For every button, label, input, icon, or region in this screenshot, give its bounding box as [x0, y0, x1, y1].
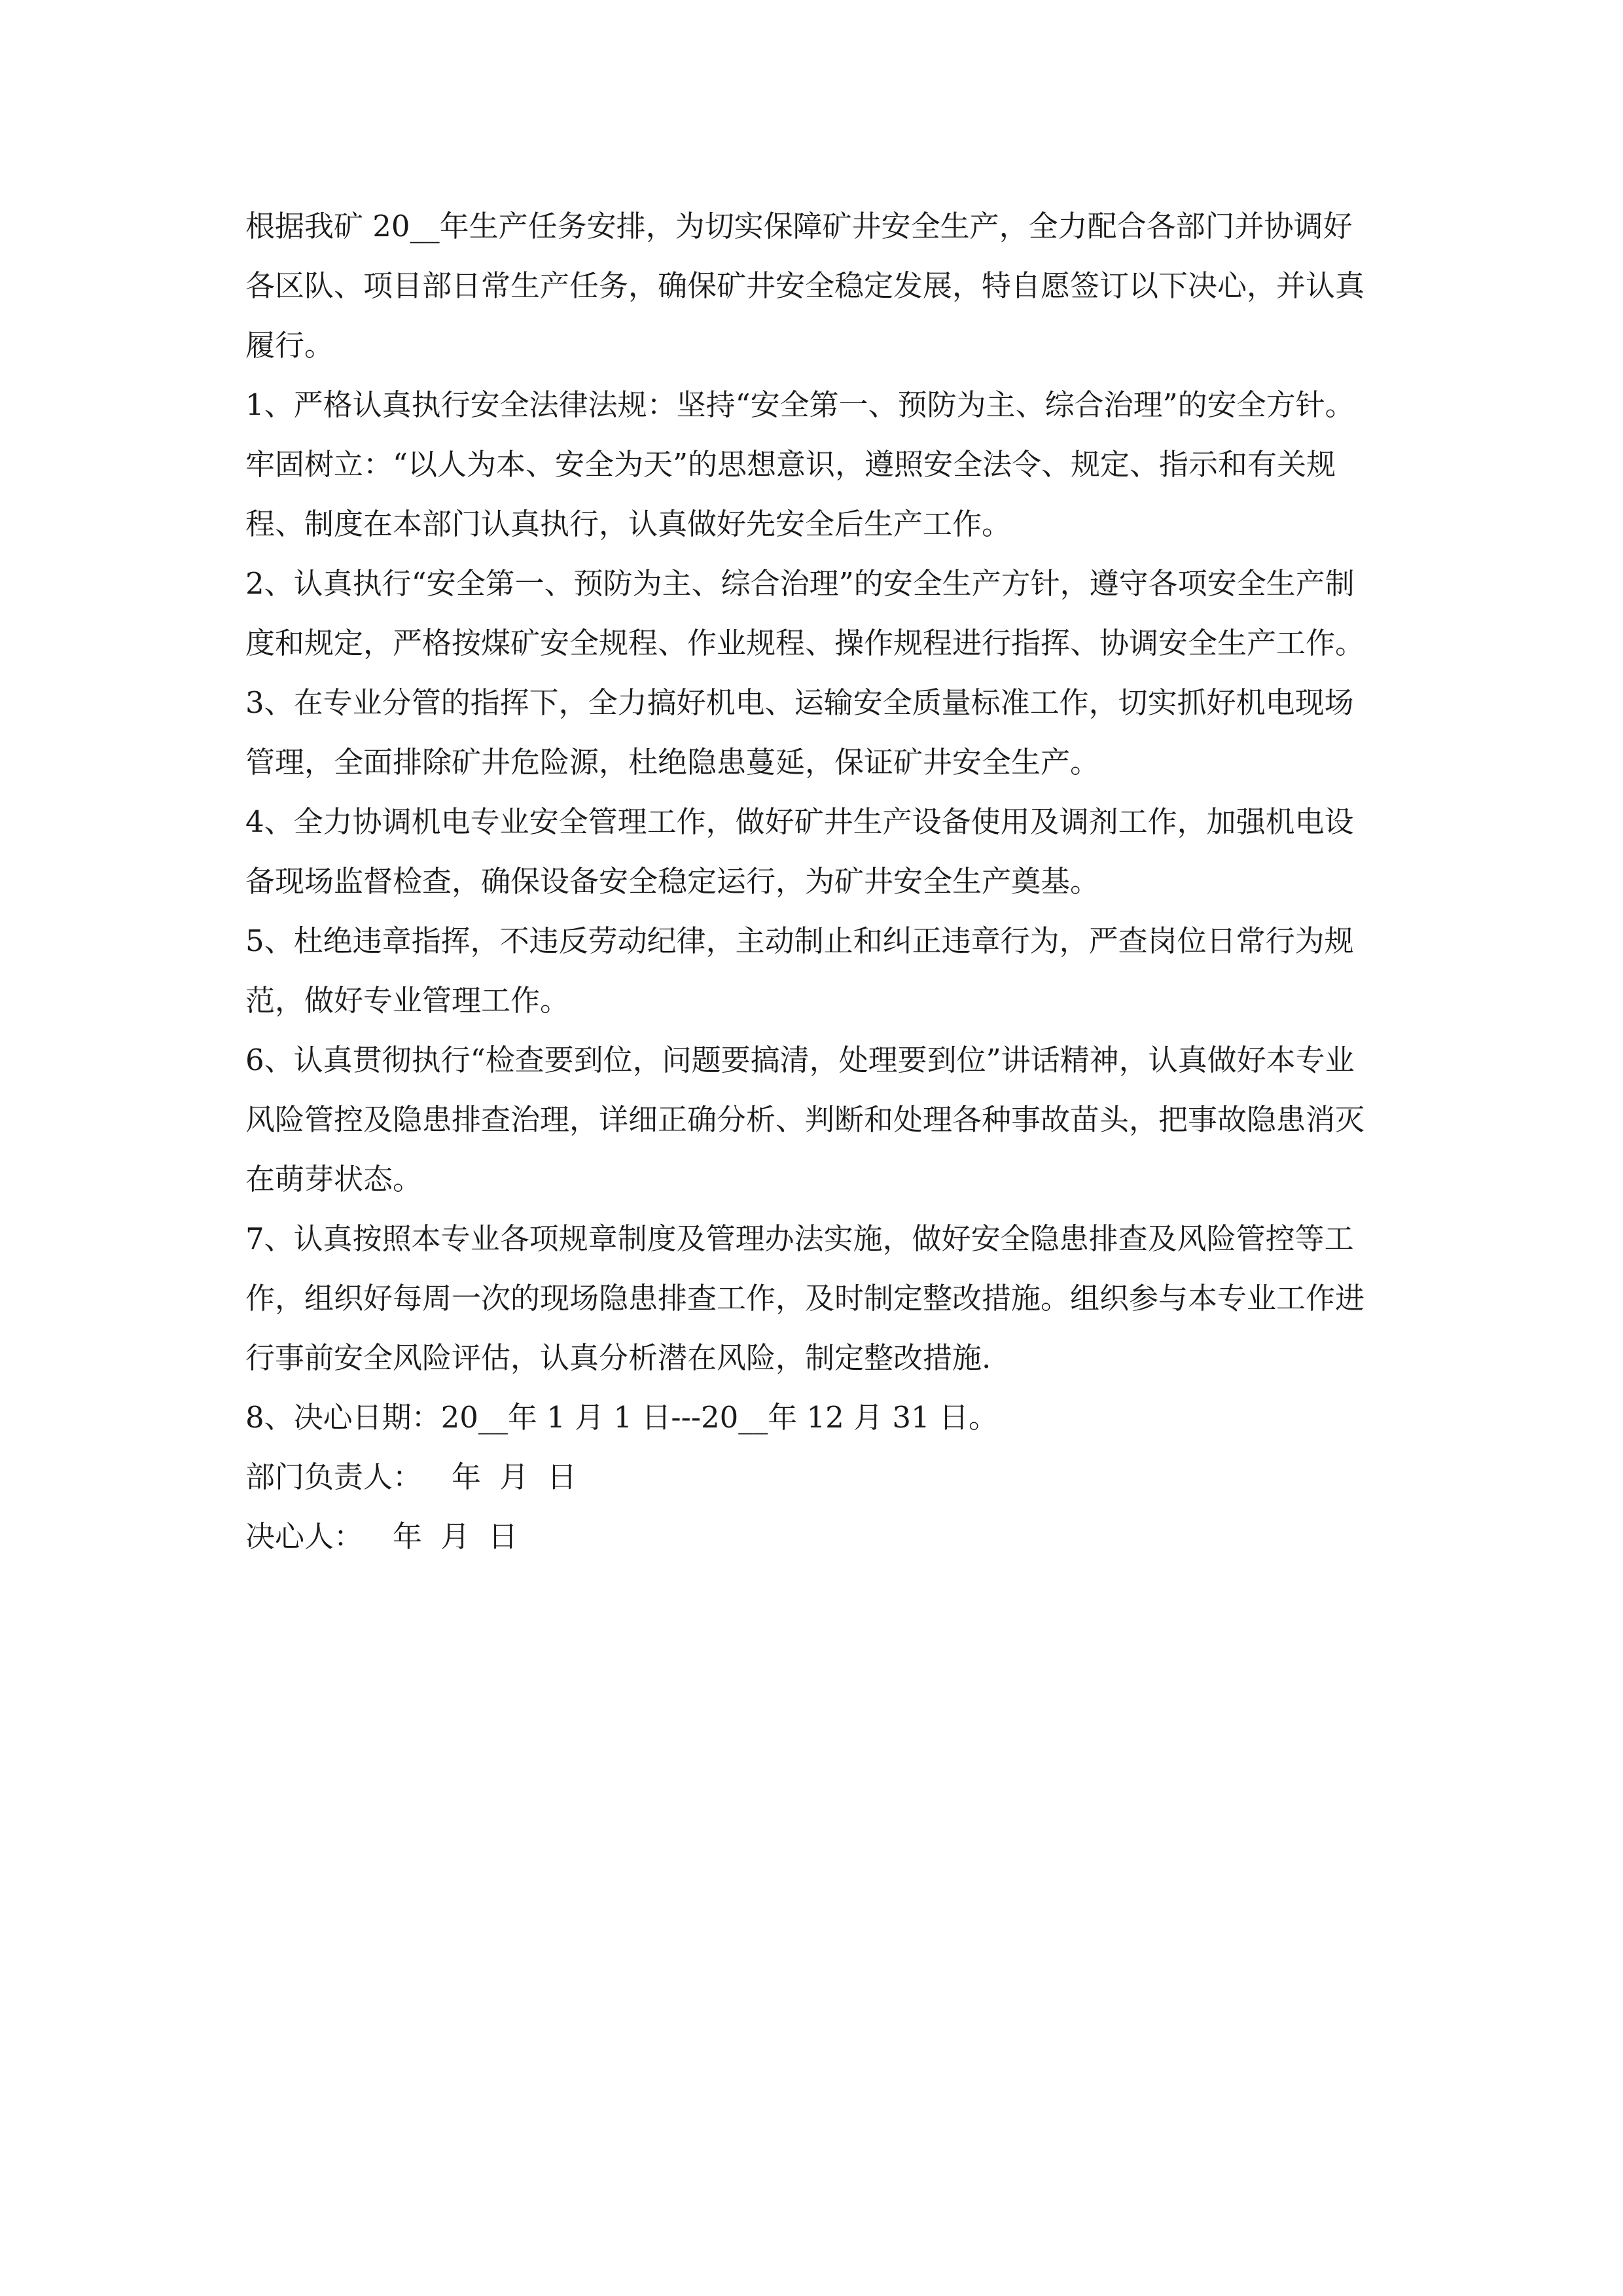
item-2: 2、认真执行“安全第一、预防为主、综合治理”的安全生产方针，遵守各项安全生产制度和规定，严格按煤矿安全规程、作业规程、操作规程进行指挥、协调安全生产工作。 — [245, 566, 1365, 660]
document-body — [245, 196, 1378, 1566]
signature-department-head — [245, 1447, 1378, 1507]
signature-day: 日 — [547, 1460, 577, 1494]
signature-month: 月 — [499, 1460, 529, 1494]
signature-year: 年 — [452, 1460, 482, 1494]
item-7: 7、认真按照本专业各项规章制度及管理办法实施，做好安全隐患排查及风险管控等工作，组织好每周一次的现场隐患排查工作，及时制定整改措施。组织参与本专业工作进行事前安全风险评估，认真分析潜在风险，制定整改措施. — [245, 1221, 1365, 1375]
signature-day: 日 — [488, 1519, 518, 1554]
signature-date — [393, 1507, 536, 1566]
signature-pledger — [245, 1507, 1378, 1566]
signature-date — [452, 1447, 595, 1507]
item-5: 5、杜绝违章指挥，不违反劳动纪律，主动制止和纠正违章行为，严查岗位日常行为规范，做好专业管理工作。 — [245, 924, 1354, 1018]
signature-year: 年 — [393, 1519, 423, 1554]
signature-month: 月 — [440, 1519, 471, 1554]
item-4: 4、全力协调机电专业安全管理工作，做好矿井生产设备使用及调剂工作，加强机电设备现场监督检查，确保设备安全稳定运行，为矿井安全生产奠基。 — [245, 804, 1354, 899]
item-6: 6、认真贯彻执行“检查要到位，问题要搞清，处理要到位”讲话精神，认真做好本专业风险管控及隐患排查治理，详细正确分析、判断和处理各种事故苗头，把事故隐患消灭在萌芽状态。 — [245, 1043, 1365, 1196]
item-1: 1、严格认真执行安全法律法规：坚持“安全第一、预防为主、综合治理”的安全方针。牢固树立：“以人为本、安全为天”的思想意识，遵照安全法令、规定、指示和有关规程、制度在本部门认真执行，认真做好先安全后生产工作。 — [245, 387, 1355, 541]
signature-label: 决心人： — [245, 1519, 364, 1554]
intro-paragraph: 根据我矿 20__年生产任务安排，为切实保障矿井安全生产，全力配合各部门并协调好各区队、项目部日常生产任务，确保矿井安全稳定发展，特自愿签订以下决心，并认真履行。 — [245, 209, 1365, 363]
item-3: 3、在专业分管的指挥下，全力搞好机电、运输安全质量标准工作，切实抓好机电现场管理，全面排除矿井危险源，杜绝隐患蔓延，保证矿井安全生产。 — [245, 685, 1354, 780]
signature-label: 部门负责人： — [245, 1460, 423, 1494]
item-8-date-range: 8、决心日期：20__年 1 月 1 日---20__年 12 月 31 日。 — [245, 1400, 998, 1435]
